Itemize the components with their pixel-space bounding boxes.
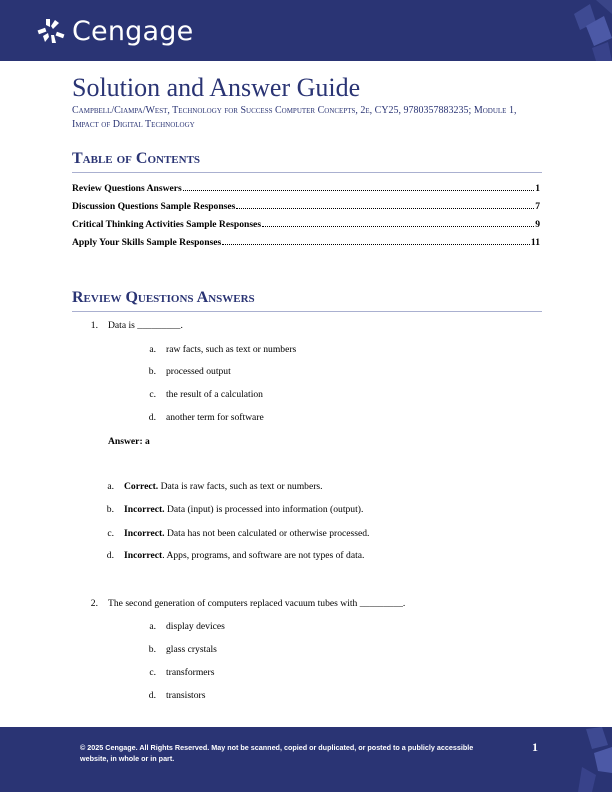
toc-item-label: Critical Thinking Activities Sample Responses [72, 219, 262, 230]
explanation-text: Data (input) is processed into information (output). [164, 504, 364, 515]
option-text: transformers [166, 667, 215, 678]
toc-item-page: 11 [530, 237, 540, 248]
explanation-line [124, 504, 363, 515]
explanation-line [124, 550, 364, 561]
toc-item-review-questions[interactable] [72, 183, 540, 194]
toc-item-discussion-questions[interactable] [72, 201, 540, 212]
explanation-letter: a. [107, 481, 114, 492]
question-text: The second generation of computers replaced vacuum tubes with _________. [108, 598, 406, 609]
question-number: 2. [90, 598, 98, 609]
page-number: 1 [532, 740, 538, 754]
option-text: processed output [166, 366, 231, 377]
review-questions-heading: Review Questions Answers [72, 289, 255, 306]
header-band [0, 0, 612, 61]
review-divider [72, 311, 542, 312]
option-letter: b. [148, 366, 156, 377]
explanation-text: Data is raw facts, such as text or numbers. [158, 481, 323, 492]
toc-item-page: 7 [535, 201, 540, 212]
toc-leader [262, 226, 534, 227]
toc-item-page: 9 [535, 219, 540, 230]
document-subtitle: Campbell/Ciampa/West, Technology for Success Computer Concepts, 2e, CY25, 9780357883235; Module 1, Impact of Digital Technology [72, 105, 517, 130]
option-text: raw facts, such as text or numbers [166, 344, 297, 355]
explanation-letter: c. [107, 528, 114, 539]
explanation-letter: d. [106, 550, 114, 561]
toc-leader [236, 208, 534, 209]
explanation-text: . Apps, programs, and software are not types of data. [162, 550, 365, 561]
option-text: another term for software [166, 412, 264, 423]
toc-item-label: Apply Your Skills Sample Responses [72, 237, 222, 248]
option-letter: c. [149, 389, 156, 400]
corner-decoration-icon [552, 0, 612, 61]
option-text: the result of a calculation [166, 389, 263, 400]
cengage-logo-icon [36, 16, 66, 46]
explanation-text: Data has not been calculated or otherwise processed. [164, 528, 370, 539]
answer-key: Answer: a [108, 436, 150, 447]
cengage-logo [36, 14, 193, 48]
footer-decoration-icon [572, 727, 612, 792]
toc-leader [222, 244, 530, 245]
explanation-label: Incorrect. [124, 528, 165, 539]
option-letter: a. [149, 621, 156, 632]
option-letter: b. [148, 644, 156, 655]
toc-leader [183, 190, 534, 191]
option-letter: d. [148, 690, 156, 701]
explanation-letter: b. [106, 504, 114, 515]
option-text: glass crystals [166, 644, 217, 655]
toc-item-label: Discussion Questions Sample Responses [72, 201, 236, 212]
toc-divider [72, 172, 542, 173]
option-letter: d. [148, 412, 156, 423]
copyright-notice: © 2025 Cengage. All Rights Reserved. May not be scanned, copied or duplicated, or posted to a publicly accessible website, in whole or in part. [80, 743, 474, 763]
option-text: transistors [166, 690, 206, 701]
question-text: Data is _________. [108, 320, 183, 331]
explanation-label: Incorrect [124, 550, 163, 561]
toc-item-page: 1 [535, 183, 540, 194]
explanation-line [124, 528, 369, 539]
question-number: 1. [90, 320, 98, 331]
option-text: display devices [166, 621, 225, 632]
explanation-label: Correct. [124, 481, 159, 492]
explanation-line [124, 481, 323, 492]
brand-name: Cengage [72, 15, 194, 47]
option-letter: c. [149, 667, 156, 678]
option-letter: a. [149, 344, 156, 355]
toc-item-label: Review Questions Answers [72, 183, 182, 194]
footer-band [0, 727, 612, 792]
toc-item-apply-your-skills[interactable] [72, 237, 540, 248]
explanation-label: Incorrect. [124, 504, 165, 515]
toc-item-critical-thinking[interactable] [72, 219, 540, 230]
toc-heading: Table of Contents [72, 150, 201, 167]
document-title: Solution and Answer Guide [72, 73, 361, 102]
